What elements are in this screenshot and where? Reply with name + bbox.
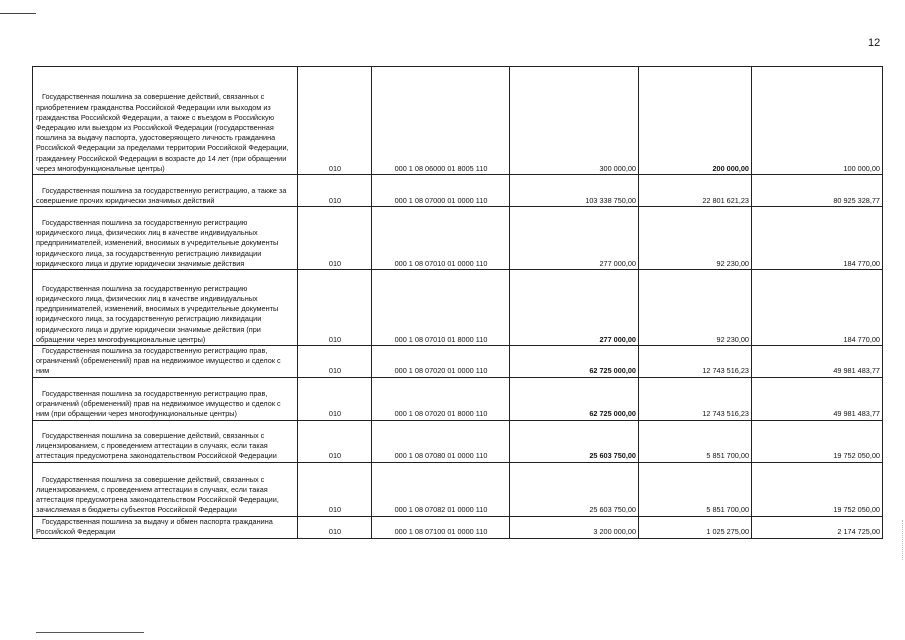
table-row [33,377,883,420]
page-number: 12 [868,37,881,49]
row-value-2: 92 230,00 [639,207,752,270]
row-line-code: 010 [298,462,372,516]
row-value-3: 49 981 483,77 [752,346,883,378]
revenue-table [32,66,883,539]
row-value-1: 300 000,00 [510,67,639,175]
table-row [33,207,883,270]
row-value-3: 2 174 725,00 [752,516,883,538]
top-rule [0,13,36,14]
row-value-3: 19 752 050,00 [752,462,883,516]
row-name: Государственная пошлина за государственную регистрацию прав, ограничений (обременений) прав на недвижимое имущество и сделок с ним [33,346,298,378]
row-value-1: 62 725 000,00 [510,346,639,378]
row-budget-code: 000 1 08 06000 01 8005 110 [372,67,510,175]
table-row [33,346,883,378]
row-value-1: 277 000,00 [510,270,639,346]
row-line-code: 010 [298,270,372,346]
row-value-3: 19 752 050,00 [752,420,883,462]
row-value-3: 49 981 483,77 [752,377,883,420]
row-budget-code: 000 1 08 07000 01 0000 110 [372,175,510,207]
row-budget-code: 000 1 08 07080 01 0000 110 [372,420,510,462]
row-value-3: 184 770,00 [752,270,883,346]
row-value-2: 5 851 700,00 [639,462,752,516]
row-name: Государственная пошлина за государственную регистрацию прав, ограничений (обременений) прав на недвижимое имущество и сделок с ним (при обращении через многофункциональные центры) [33,377,298,420]
row-value-2: 12 743 516,23 [639,346,752,378]
row-line-code: 010 [298,207,372,270]
table-row [33,462,883,516]
row-budget-code: 000 1 08 07020 01 0000 110 [372,346,510,378]
row-value-1: 3 200 000,00 [510,516,639,538]
row-budget-code: 000 1 08 07020 01 8000 110 [372,377,510,420]
row-name: Государственная пошлина за совершение действий, связанных с приобретением гражданства Российской Федерации или выходом из гражданства Российской Федерации, а также с въездом в Российскую Федерацию или выездом из Российской Федерации (государственная пошлина за выдачу паспорта, удостоверяющего личность гражданина Российской Федерации за пределами территории Российской Федерации, гражданину Российской Федерации в возрасте до 14 лет (при обращении через многофункциональные центры) [33,67,298,175]
row-name: Государственная пошлина за выдачу и обмен паспорта гражданина Российской Федерации [33,516,298,538]
row-value-3: 80 925 328,77 [752,175,883,207]
row-line-code: 010 [298,420,372,462]
row-name: Государственная пошлина за совершение действий, связанных с лицензированием, с проведением аттестации в случаях, если такая аттестация предусмотрена законодательством Российской Федерации [33,420,298,462]
row-name: Государственная пошлина за совершение действий, связанных с лицензированием, с проведением аттестации в случаях, если такая аттестация предусмотрена законодательством Российской Федерации, зачисляемая в бюджеты субъектов Российской Федерации [33,462,298,516]
row-value-2: 22 801 621,23 [639,175,752,207]
row-budget-code: 000 1 08 07010 01 0000 110 [372,207,510,270]
row-line-code: 010 [298,516,372,538]
row-line-code: 010 [298,67,372,175]
row-budget-code: 000 1 08 07082 01 0000 110 [372,462,510,516]
row-line-code: 010 [298,377,372,420]
table-row [33,420,883,462]
row-value-1: 25 603 750,00 [510,420,639,462]
row-line-code: 010 [298,175,372,207]
row-value-1: 277 000,00 [510,207,639,270]
row-name: Государственная пошлина за государственную регистрацию, а также за совершение прочих юридически значимых действий [33,175,298,207]
row-value-1: 103 338 750,00 [510,175,639,207]
row-value-1: 25 603 750,00 [510,462,639,516]
row-name: Государственная пошлина за государственную регистрацию юридического лица, физических лиц в качестве индивидуальных предпринимателей, изменений, вносимых в учредительные документы юридического лица, за государственную регистрацию ликвидации юридического лица и другие юридически значимые действия (при обращении через многофункциональные центры) [33,270,298,346]
row-value-3: 100 000,00 [752,67,883,175]
table-row [33,270,883,346]
table-row [33,175,883,207]
row-value-2: 5 851 700,00 [639,420,752,462]
row-budget-code: 000 1 08 07100 01 0000 110 [372,516,510,538]
row-value-2: 200 000,00 [639,67,752,175]
bottom-rule [36,632,144,633]
row-value-2: 92 230,00 [639,270,752,346]
table-row [33,516,883,538]
row-value-1: 62 725 000,00 [510,377,639,420]
table-row [33,67,883,175]
row-value-2: 12 743 516,23 [639,377,752,420]
row-line-code: 010 [298,346,372,378]
row-budget-code: 000 1 08 07010 01 8000 110 [372,270,510,346]
row-name: Государственная пошлина за государственную регистрацию юридического лица, физических лиц в качестве индивидуальных предпринимателей, изменений, вносимых в учредительные документы юридического лица, за государственную регистрацию ликвидации юридического лица и другие юридически значимые действия [33,207,298,270]
row-value-3: 184 770,00 [752,207,883,270]
row-value-2: 1 025 275,00 [639,516,752,538]
